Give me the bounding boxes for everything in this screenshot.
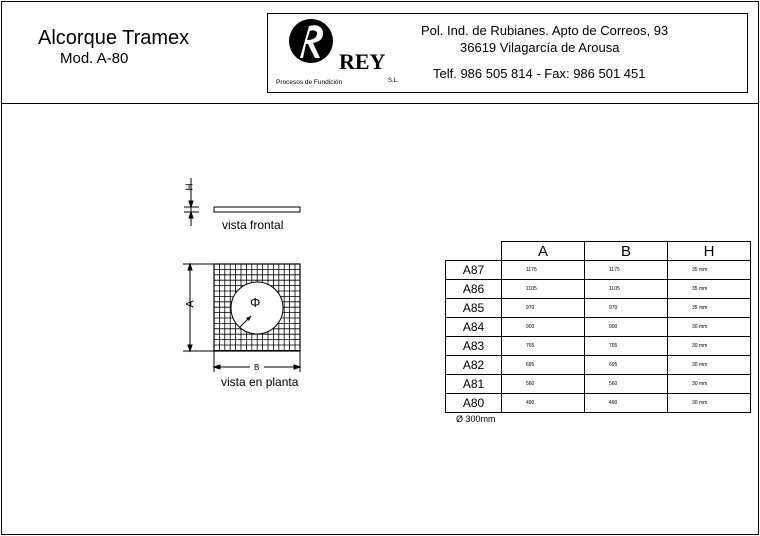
logo-wordmark: REY: [339, 49, 386, 74]
b-value-cell: 765: [585, 337, 668, 356]
b-value-cell: 1175: [585, 261, 668, 280]
table-corner: [446, 242, 502, 261]
table-header-row: [446, 242, 751, 261]
b-value-cell: 900: [585, 318, 668, 337]
h-value-cell: 35 mm: [668, 261, 751, 280]
a-value-cell: 1175: [502, 261, 585, 280]
h-value-cell: 30 mm: [668, 394, 751, 413]
header-b: B: [585, 242, 668, 261]
h-value-cell: 30 mm: [668, 375, 751, 394]
diameter-note: Ø 300mm: [456, 414, 496, 424]
a-value-cell: 970: [502, 299, 585, 318]
table-row: [446, 394, 751, 413]
h-value-cell: 35 mm: [668, 299, 751, 318]
phone-fax: Telf. 986 505 814 - Fax: 986 501 451: [433, 66, 646, 81]
table-row: [446, 299, 751, 318]
model-cell: A87: [446, 261, 502, 280]
a-label: A: [184, 300, 197, 308]
model-cell: A84: [446, 318, 502, 337]
model-label: Mod. A-80: [60, 50, 129, 67]
b-value-cell: 695: [585, 356, 668, 375]
model-cell: A85: [446, 299, 502, 318]
a-value-cell: 490: [502, 394, 585, 413]
b-label: B: [254, 363, 260, 372]
model-cell: A80: [446, 394, 502, 413]
model-cell: A82: [446, 356, 502, 375]
a-value-cell: 765: [502, 337, 585, 356]
diameter-symbol: Φ: [250, 295, 261, 310]
logo-suffix: S.L.: [388, 78, 399, 84]
dimensions-table: [445, 241, 751, 413]
front-view-label: vista frontal: [222, 218, 284, 232]
h-value-cell: 35 mm: [668, 280, 751, 299]
b-value-cell: 970: [585, 299, 668, 318]
a-value-cell: 560: [502, 375, 585, 394]
address-line-1: Pol. Ind. de Rubianes. Apto de Correos, 93: [421, 23, 669, 38]
a-value-cell: 1105: [502, 280, 585, 299]
table-row: [446, 280, 751, 299]
h-value-cell: 30 mm: [668, 356, 751, 375]
model-cell: A83: [446, 337, 502, 356]
height-label: H: [182, 183, 194, 191]
page-title: Alcorque Tramex: [38, 27, 190, 49]
table-row: [446, 356, 751, 375]
table-row: [446, 337, 751, 356]
h-value-cell: 30 mm: [668, 337, 751, 356]
b-value-cell: 560: [585, 375, 668, 394]
plan-view-label: vista en planta: [221, 375, 299, 389]
a-value-cell: 695: [502, 356, 585, 375]
header-h: H: [668, 242, 751, 261]
front-view-plate: [214, 207, 300, 212]
a-value-cell: 900: [502, 318, 585, 337]
b-value-cell: 1105: [585, 280, 668, 299]
model-cell: A86: [446, 280, 502, 299]
b-value-cell: 490: [585, 394, 668, 413]
logo-tagline: Procesos de Fundición: [276, 79, 343, 86]
table-row: [446, 375, 751, 394]
table-row: [446, 318, 751, 337]
address-line-2: 36619 Vilagarcía de Arousa: [460, 40, 620, 55]
table-row: [446, 261, 751, 280]
header-a: A: [502, 242, 585, 261]
h-value-cell: 30 mm: [668, 318, 751, 337]
model-cell: A81: [446, 375, 502, 394]
